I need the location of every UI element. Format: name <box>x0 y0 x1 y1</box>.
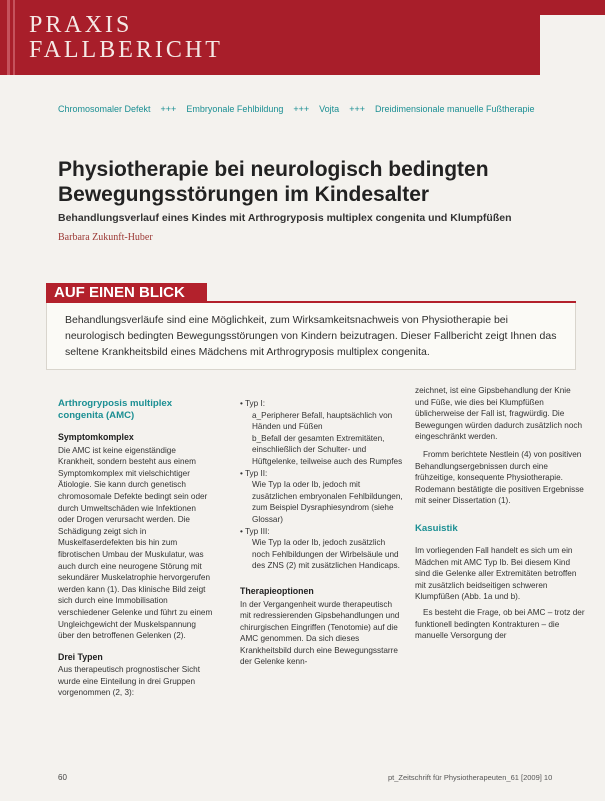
banner-stripe <box>13 0 15 75</box>
journal-footer: pt_Zeitschrift für Physiotherapeuten_61 [2009] 10 <box>388 773 553 782</box>
keyword-separator: +++ <box>349 104 365 114</box>
column-2 <box>240 398 405 668</box>
type-label: • Typ II: <box>240 468 268 478</box>
list-item: b_Befall der gesamten Extremitäten, einschließlich der Schulter- und Hüftgelenke, teilweise auch des Rumpfes <box>252 433 403 466</box>
rubric-line-1: PRAXIS <box>29 12 133 38</box>
paragraph: zeichnet, ist eine Gipsbehandlung der Knie und Füße, wie dies bei Klumpfüßen üblicherweise der Fall ist, fragwürdig. Die Bewegungen würden dadurch zusätzlich noch eingeschränkt werden. <box>415 386 583 442</box>
ataglance-summary: Behandlungsverläufe sind eine Möglichkeit, zum Wirksamkeitsnachweis von Physiotherapie bei neurologisch bedingten Bewegungsstörungen von Kindern beizutragen. Dieser Fallbericht zeigt Ihnen das seltene Krankheitsbild eines Mädchens mit Arthrogryposis multiplex congenita. <box>46 303 576 370</box>
type-label: • Typ I: <box>240 399 266 408</box>
paragraph: Die AMC ist keine eigenständige Krankheit, sondern besteht aus einem Symptomkomplex mit vielschichtiger Ätiologie. Sie kann durch genetisch chromosomale Defekte bedingt sein oder durch Umweltschäden wie Infektionen oder Drogen verursacht werden. Die Schädigung zeigt sich in Muskelfaserdefekten bis hin zum fibrotischen Umbau der Muskulatur, was auch durch eine neurogene Störung mit sekundärer Muskelatrophie hervorgerufen werden kann (1). Das klinische Bild zeigt sich durch eine Immobilisation verschiedener Gelenke und führt zu einem Ungleichgewicht der Muskelspannung über den betroffenen Gelenken (2). <box>58 445 213 641</box>
list-item: a_Peripherer Befall, hauptsächlich von Händen und Füßen <box>252 410 393 432</box>
column-3 <box>415 385 585 642</box>
keyword-line <box>58 104 578 118</box>
keyword-separator: +++ <box>160 104 177 114</box>
ataglance-heading: AUF EINEN BLICK <box>46 283 207 303</box>
paragraph: Im vorliegenden Fall handelt es sich um ein Mädchen mit AMC Typ Ib. Bei diesem Kind sind die Gelenke aller Extremitäten betroffen mit zusätzlich beidseitigen schweren Klumpfüßen (Abb. 1a und b). <box>415 545 577 602</box>
subheading: Therapieoptionen <box>240 585 314 596</box>
section-heading: Kasuistik <box>415 522 458 534</box>
section-heading: Arthrogryposis multiplex congenita (AMC) <box>58 398 173 421</box>
article-subtitle: Behandlungsverlauf eines Kindes mit Arthrogryposis multiplex congenita und Klumpfüßen <box>58 212 512 224</box>
subheading: Drei Typen <box>58 651 103 662</box>
banner-stripe <box>7 0 10 75</box>
list-item: Wie Typ Ia oder Ib, jedoch mit zusätzlichen embryonalen Fehlbildungen, zum Beispiel Dysraphiesyndrom (siehe Glossar) <box>252 480 403 524</box>
paragraph: In der Vergangenheit wurde therapeutisch mit redressierenden Gipsbehandlungen und chirurgischen Eingriffen (Tenotomie) auf die AMC genommen. Da sich dieses Krankheitsbild durch eine Bewegungsstarre der Gelenke kenn- <box>240 599 400 667</box>
type-label: • Typ III: <box>240 526 270 536</box>
author: Barbara Zukunft-Huber <box>58 232 153 243</box>
article-title: Physiotherapie bei neurologisch bedingten Bewegungsstörungen im Kindesalter <box>58 158 489 206</box>
paragraph: Aus therapeutisch prognostischer Sicht wurde eine Einteilung in drei Gruppen vorgenommen (2, 3): <box>58 665 200 698</box>
keyword: Vojta <box>319 104 340 114</box>
paragraph: Es besteht die Frage, ob bei AMC – trotz der funktionell bedingten Kontrakturen – die manuelle Versorgung der <box>415 607 585 641</box>
rubric-line-2: FALLBERICHT <box>29 37 223 63</box>
paragraph: Fromm berichtete Nestlein (4) von positiven Behandlungsergebnissen durch eine frühzeitige, konsequente Physiotherapie. Rodemann bestätigte die positiven Ergebnisse mit seiner Dissertation (1). <box>415 449 584 506</box>
keyword-separator: +++ <box>293 104 310 114</box>
subheading: Symptomkomplex <box>58 432 134 442</box>
page-number: 60 <box>58 773 67 782</box>
keyword: Chromosomaler Defekt <box>58 104 151 114</box>
keyword: Embryonale Fehlbildung <box>186 104 284 114</box>
column-1 <box>58 398 213 699</box>
banner-notch <box>540 15 605 75</box>
keyword: Dreidimensionale manuelle Fußtherapie <box>374 104 535 114</box>
list-item: Wie Typ Ia oder Ib, jedoch zusätzlich noch Fehlbildungen der Wirbelsäule und des ZNS (2) mit zusätzlichen Handicaps. <box>252 538 400 571</box>
